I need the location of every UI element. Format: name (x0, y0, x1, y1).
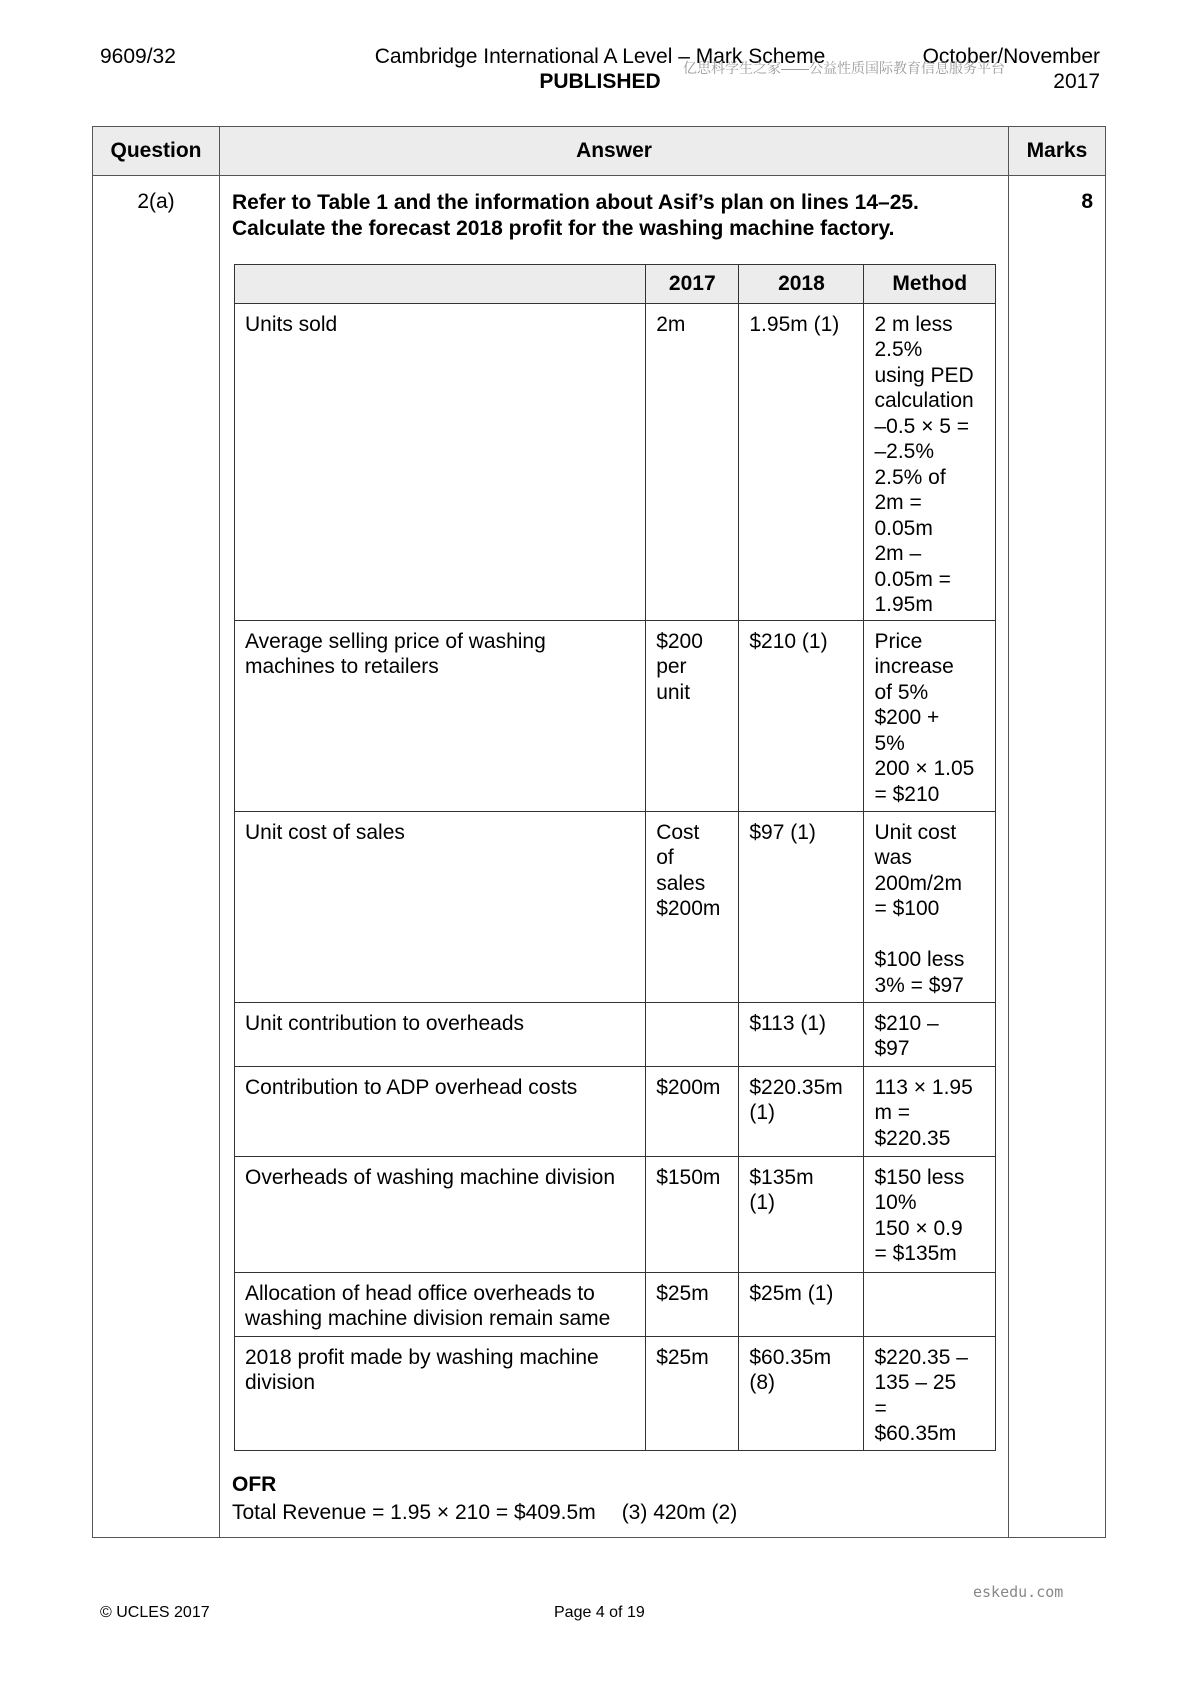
row-method: 113 × 1.95 m = $220.35 (864, 1066, 996, 1156)
row-2018-value: $113 (1) (739, 1002, 864, 1066)
row-item: Overheads of washing machine division (235, 1156, 646, 1272)
answer-column-header: Answer (220, 127, 1009, 176)
watermark-text: 亿思科学生之家——公益性质国际教育信息服务平台 (683, 60, 1005, 76)
table-row (235, 1272, 996, 1336)
row-item: Units sold (235, 303, 646, 620)
table-row (235, 620, 996, 811)
marks-column-header: Marks (1009, 127, 1106, 176)
calculation-table (234, 264, 996, 1451)
row-method: Price increase of 5% $200 + 5% 200 × 1.05 = $210 (864, 620, 996, 811)
ofr-alternative: (3) 420m (2) (621, 1500, 738, 1524)
row-method (864, 1272, 996, 1336)
row-item: Allocation of head office overheads to washing machine division remain same (235, 1272, 646, 1336)
page-number: Page 4 of 19 (554, 1604, 645, 1621)
row-method: $210 – $97 (864, 1002, 996, 1066)
question-number: 2(a) (93, 176, 220, 1538)
row-item: 2018 profit made by washing machine division (235, 1336, 646, 1450)
row-2017-value (646, 1002, 739, 1066)
ofr-line (232, 1499, 996, 1527)
table-row (235, 1002, 996, 1066)
row-item: Unit contribution to overheads (235, 1002, 646, 1066)
row-method: $150 less 10% 150 × 0.9 = $135m (864, 1156, 996, 1272)
mark-scheme-table (92, 126, 1106, 1538)
site-watermark: eskedu.com (973, 1583, 1064, 1601)
mark-scheme-header-row (93, 127, 1106, 176)
item-column-header (235, 265, 646, 304)
published-label: PUBLISHED (539, 70, 661, 93)
ofr-label: OFR (232, 1472, 277, 1496)
row-item: Average selling price of washing machines to retailers (235, 620, 646, 811)
ofr-note (232, 1471, 996, 1527)
calculation-header-row (235, 265, 996, 304)
row-2018-value: $97 (1) (739, 811, 864, 1002)
row-2018-value: $25m (1) (739, 1272, 864, 1336)
question-column-header: Question (93, 127, 220, 176)
row-method: Unit cost was 200m/2m = $100 $100 less 3% = $97 (864, 811, 996, 1002)
marks-value: 8 (1009, 176, 1106, 1538)
row-2017-value: 2m (646, 303, 739, 620)
row-2017-value: $25m (646, 1336, 739, 1450)
row-2018-value: $135m (1) (739, 1156, 864, 1272)
row-2018-value: $220.35m (1) (739, 1066, 864, 1156)
answer-cell (220, 176, 1009, 1538)
table-row (235, 1066, 996, 1156)
exam-session-year: 2017 (1053, 70, 1100, 93)
row-2018-value: 1.95m (1) (739, 303, 864, 620)
copyright: © UCLES 2017 (100, 1604, 210, 1621)
row-2017-value: $25m (646, 1272, 739, 1336)
question-row (93, 176, 1106, 1538)
method-column-header: Method (864, 265, 996, 304)
row-item: Contribution to ADP overhead costs (235, 1066, 646, 1156)
row-2017-value: $200 per unit (646, 620, 739, 811)
question-text: Refer to Table 1 and the information about Asif’s plan on lines 14–25. Calculate the forecast 2018 profit for the washing machine factory. (232, 191, 919, 240)
exam-session-month: October/November (922, 45, 1100, 68)
ofr-total-revenue: Total Revenue = 1.95 × 210 = $409.5m (232, 1500, 596, 1524)
row-2017-value: $200m (646, 1066, 739, 1156)
table-row (235, 1336, 996, 1450)
table-row (235, 811, 996, 1002)
table-row (235, 303, 996, 620)
row-item: Unit cost of sales (235, 811, 646, 1002)
row-2018-value: $210 (1) (739, 620, 864, 811)
row-2017-value: Cost of sales $200m (646, 811, 739, 1002)
row-2017-value: $150m (646, 1156, 739, 1272)
paper-code: 9609/32 (100, 45, 176, 68)
mark-scheme-title: Cambridge International A Level – Mark Scheme (374, 45, 826, 68)
year-2017-column-header: 2017 (646, 265, 739, 304)
row-method: $220.35 – 135 – 25 = $60.35m (864, 1336, 996, 1450)
row-method: 2 m less 2.5% using PED calculation –0.5 × 5 = –2.5% 2.5% of 2m = 0.05m 2m – 0.05m = 1.95m (864, 303, 996, 620)
table-row (235, 1156, 996, 1272)
row-2018-value: $60.35m (8) (739, 1336, 864, 1450)
year-2018-column-header: 2018 (739, 265, 864, 304)
